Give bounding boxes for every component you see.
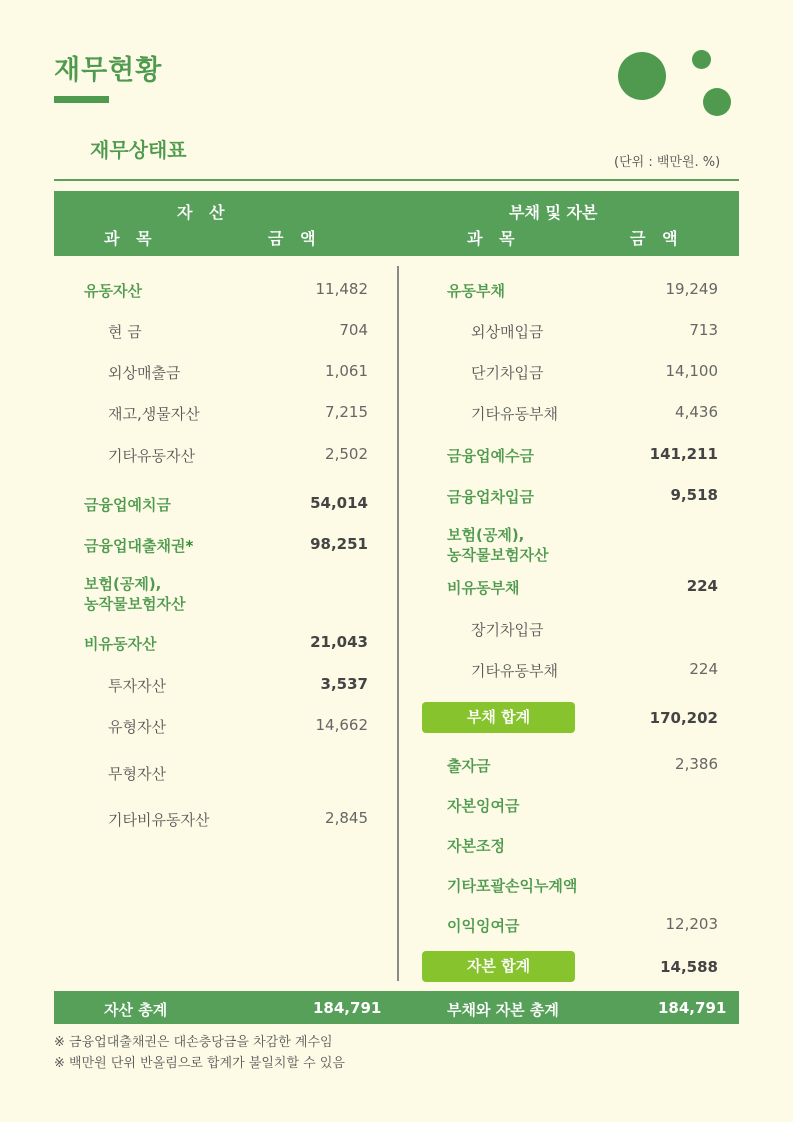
asset-current-value: 11,482 xyxy=(315,280,368,298)
equity-retained-value: 12,203 xyxy=(665,915,718,933)
liab-insurance-label-2: 농작물보험자산 xyxy=(447,546,549,564)
equity-capital-value: 2,386 xyxy=(675,755,718,773)
equity-oci-label: 기타포괄손익누계액 xyxy=(447,877,578,895)
equity-surplus-label: 자본잉여금 xyxy=(447,797,520,815)
liab-payables-value: 713 xyxy=(689,321,718,339)
liab-short-borrow-label: 단기차입금 xyxy=(471,364,544,382)
header-liab-equity: 부채 및 자본 xyxy=(509,203,598,222)
asset-receivables-value: 1,061 xyxy=(325,362,368,380)
equity-total-pill: 자본 합계 xyxy=(422,951,575,982)
decorative-circle-medium xyxy=(703,88,731,116)
asset-other-noncurrent-label: 기타비유동자산 xyxy=(108,811,210,829)
assets-total-label: 자산 총계 xyxy=(104,1001,168,1019)
liab-insurance-label-1: 보험(공제), xyxy=(447,526,525,544)
liab-noncurrent-label: 비유동부채 xyxy=(447,579,520,597)
asset-fin-deposits-label: 금융업예치금 xyxy=(84,496,171,514)
liab-other-noncurrent-label: 기타유동부채 xyxy=(471,662,558,680)
liab-current-label: 유동부채 xyxy=(447,282,505,300)
decorative-circle-small xyxy=(692,50,711,69)
header-amount-right: 금 액 xyxy=(630,229,678,248)
asset-cash-value: 704 xyxy=(339,321,368,339)
liab-total-value: 170,202 xyxy=(649,709,718,727)
asset-intangible-label: 무형자산 xyxy=(108,765,166,783)
column-divider xyxy=(397,266,399,981)
liab-fin-borrow-label: 금융업차입금 xyxy=(447,488,534,506)
liab-payables-label: 외상매입금 xyxy=(471,323,544,341)
asset-tangible-label: 유형자산 xyxy=(108,718,166,736)
liab-total-pill: 부채 합계 xyxy=(422,702,575,733)
footnote-1: ※ 금융업대출채권은 대손충당금을 차감한 계수임 xyxy=(54,1035,333,1050)
liab-noncurrent-value: 224 xyxy=(686,577,718,595)
asset-tangible-value: 14,662 xyxy=(315,716,368,734)
liab-other-current-label: 기타유동부채 xyxy=(471,405,558,423)
decorative-circle-large xyxy=(618,52,666,100)
asset-insurance-label-1: 보험(공제), xyxy=(84,575,162,593)
equity-adjust-label: 자본조정 xyxy=(447,837,505,855)
title-underline xyxy=(54,96,109,103)
footnote-star: * xyxy=(185,537,194,555)
liab-other-noncurrent-value: 224 xyxy=(689,660,718,678)
le-total-value: 184,791 xyxy=(658,999,727,1017)
header-amount-left: 금 액 xyxy=(268,229,316,248)
asset-cash-label: 현 금 xyxy=(108,323,142,341)
asset-inventory-value: 7,215 xyxy=(325,403,368,421)
table-top-rule xyxy=(54,179,739,181)
asset-current-label: 유동자산 xyxy=(84,282,142,300)
equity-retained-label: 이익잉여금 xyxy=(447,917,520,935)
footnote-2: ※ 백만원 단위 반올림으로 합계가 불일치할 수 있음 xyxy=(54,1056,345,1071)
le-total-label: 부채와 자본 총계 xyxy=(447,1001,559,1019)
liab-long-borrow-label: 장기차입금 xyxy=(471,621,544,639)
asset-other-current-value: 2,502 xyxy=(325,445,368,463)
liab-fin-deposits-label: 금융업예수금 xyxy=(447,447,534,465)
liab-current-value: 19,249 xyxy=(665,280,718,298)
asset-fin-loans-label xyxy=(84,535,193,556)
asset-investments-value: 3,537 xyxy=(320,675,368,693)
asset-receivables-label: 외상매출금 xyxy=(108,364,181,382)
asset-fin-deposits-value: 54,014 xyxy=(310,494,368,512)
table-header xyxy=(54,191,739,256)
asset-inventory-label: 재고,생물자산 xyxy=(108,405,200,423)
totals-bar xyxy=(54,991,739,1024)
liab-other-current-value: 4,436 xyxy=(675,403,718,421)
liab-short-borrow-value: 14,100 xyxy=(665,362,718,380)
asset-other-current-label: 기타유동자산 xyxy=(108,447,195,465)
asset-noncurrent-value: 21,043 xyxy=(310,633,368,651)
header-assets: 자 산 xyxy=(177,203,225,222)
section-title: 재무상태표 xyxy=(90,138,187,162)
asset-other-noncurrent-value: 2,845 xyxy=(325,809,368,827)
asset-investments-label: 투자자산 xyxy=(108,677,166,695)
asset-fin-loans-value: 98,251 xyxy=(310,535,368,553)
asset-noncurrent-label: 비유동자산 xyxy=(84,635,157,653)
header-item-right: 과 목 xyxy=(467,229,515,248)
liab-fin-borrow-value: 9,518 xyxy=(670,486,718,504)
equity-total-value: 14,588 xyxy=(660,958,718,976)
header-item-left: 과 목 xyxy=(104,229,152,248)
equity-capital-label: 출자금 xyxy=(447,757,491,775)
unit-note: (단위 : 백만원. %) xyxy=(614,155,721,170)
asset-insurance-label-2: 농작물보험자산 xyxy=(84,595,186,613)
assets-total-value: 184,791 xyxy=(313,999,382,1017)
asset-fin-loans-text: 금융업대출채권 xyxy=(84,537,186,555)
liab-fin-deposits-value: 141,211 xyxy=(649,445,718,463)
page-title: 재무현황 xyxy=(54,55,163,86)
